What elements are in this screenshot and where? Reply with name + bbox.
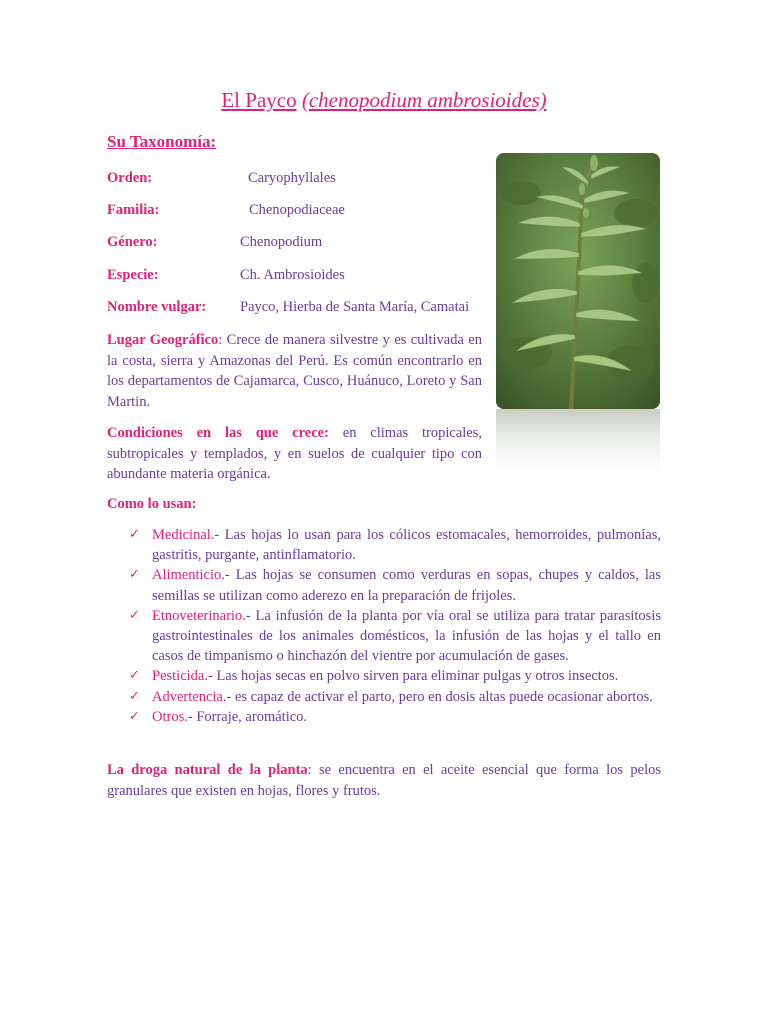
- page-title: [0, 88, 768, 113]
- plant-photo: [496, 153, 660, 409]
- use-term: Alimenticio.: [152, 567, 225, 584]
- checkmark-icon: ✓: [129, 668, 140, 684]
- use-term: Pesticida.: [152, 668, 208, 685]
- taxonomy-heading: Su Taxonomía:: [107, 132, 217, 151]
- checkmark-icon: ✓: [129, 567, 140, 583]
- taxonomy-value: Chenopodiaceae: [249, 202, 345, 218]
- drug-label: La droga natural de la planta: [107, 762, 308, 778]
- list-item: [107, 606, 661, 667]
- taxonomy-value: Caryophyllales: [248, 170, 336, 186]
- use-text: - Las hojas secas en polvo sirven para eliminar pulgas y otros insectos.: [207, 668, 619, 685]
- use-text: - Las hojas lo usan para los cólicos estomacales, hemorroides, pulmonías, gastritis, purgante, antinflamatorio.: [152, 527, 661, 564]
- use-text: - La infusión de la planta por vía oral se utiliza para tratar parasitosis gastrointestinales de los animales domésticos, la infusión de las hojas y el tallo en casos de timpanismo o hinchazón del vientre por acumulación de gases.: [152, 607, 661, 665]
- list-item: [107, 666, 661, 686]
- checkmark-icon: ✓: [129, 688, 140, 704]
- geography-paragraph: [107, 330, 482, 412]
- taxonomy-label: Especie:: [107, 267, 159, 283]
- use-term: Advertencia.: [152, 688, 227, 705]
- taxonomy-label: Familia:: [107, 202, 160, 218]
- taxonomy-value: Chenopodium: [240, 234, 323, 250]
- checkmark-icon: ✓: [129, 708, 140, 724]
- reflection-gradient: [496, 409, 660, 485]
- use-text: - Forraje, aromático.: [187, 708, 308, 725]
- drug-paragraph: [107, 760, 661, 801]
- plant-illustration: [496, 153, 660, 409]
- use-term: Otros.: [152, 708, 188, 725]
- title-scientific-name: (chenopodium ambrosioides): [301, 88, 547, 112]
- geography-text: : Crece de manera silvestre y es cultivada en la costa, sierra y Amazonas del Perú. Es común encontrarlo en los departamentos de Cajamarca, Cusco, Huánuco, Loreto y San Martin.: [107, 332, 482, 410]
- list-item: [107, 707, 661, 727]
- use-term: Etnoveterinario.: [152, 607, 246, 624]
- taxonomy-label: Género:: [107, 234, 158, 250]
- taxonomy-label: Nombre vulgar:: [107, 299, 207, 315]
- conditions-label: Condiciones en las que crece:: [107, 425, 329, 441]
- title-common-name: El Payco: [221, 88, 297, 112]
- use-text: - es capaz de activar el parto, pero en dosis altas puede ocasionar abortos.: [226, 688, 653, 705]
- taxonomy-value: Ch. Ambrosioides: [240, 267, 345, 283]
- list-item: [107, 525, 661, 565]
- list-item: [107, 565, 661, 605]
- geography-label: Lugar Geográfico: [107, 332, 219, 348]
- uses-heading: Como lo usan:: [107, 496, 197, 512]
- taxonomy-value: Payco, Hierba de Santa María, Camatai: [240, 299, 470, 315]
- checkmark-icon: ✓: [129, 607, 140, 623]
- use-text: - Las hojas se consumen como verduras en sopas, chupes y caldos, las semillas se utilizan como aderezo en la preparación de frijoles.: [152, 567, 661, 604]
- list-item: [107, 687, 661, 707]
- checkmark-icon: ✓: [129, 527, 140, 542]
- conditions-paragraph: [107, 423, 482, 485]
- conditions-text: en climas tropicales, subtropicales y templados, y en suelos de cualquier tipo con abundante materia orgánica.: [107, 425, 483, 482]
- use-term: Medicinal.: [152, 527, 215, 543]
- uses-list: [107, 525, 661, 727]
- drug-text: : se encuentra en el aceite esencial que forma los pelos granulares que existen en hojas, flores y frutos.: [107, 762, 661, 799]
- photo-reflection: [496, 409, 660, 485]
- taxonomy-label: Orden:: [107, 170, 153, 186]
